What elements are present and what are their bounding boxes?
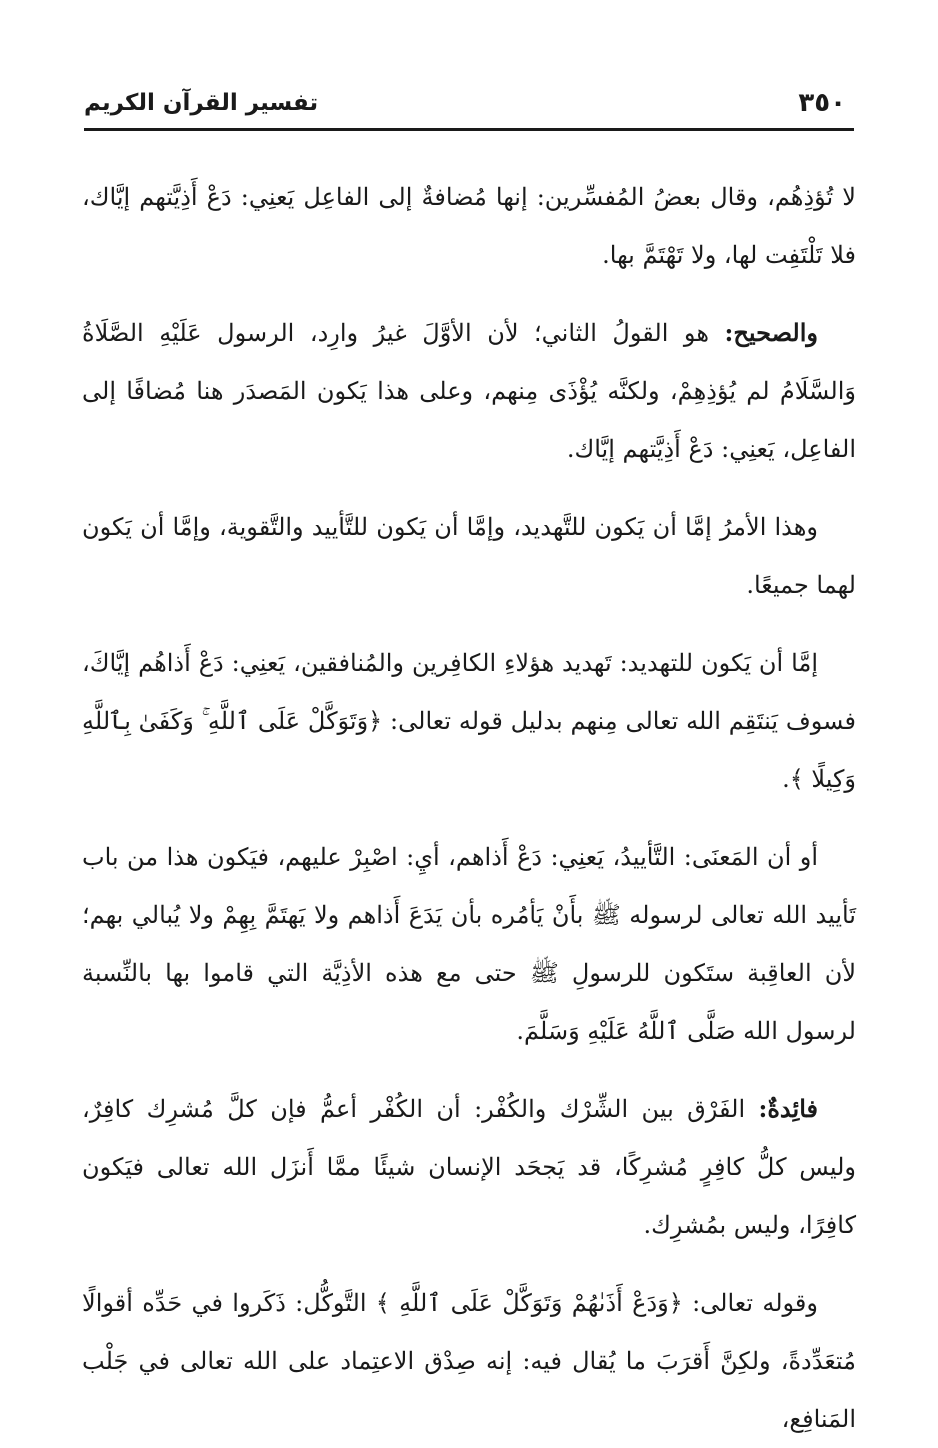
page-number: ٣٥٠ bbox=[798, 88, 846, 118]
paragraph-text: لا تُؤذِهُم، وقال بعضُ المُفسِّرين: إنها مُضافةٌ إلى الفاعِل يَعنِي: دَعْ أَذِيَّتهم إيَّاك، فلا تَلْتَفِت لها، ولا تَهْتَمَّ بها. bbox=[82, 183, 856, 269]
paragraph bbox=[82, 168, 856, 284]
paragraph-text: وهذا الأمرُ إمَّا أن يَكون للتَّهديد، وإمَّا أن يَكون للتَّأييد والتَّقوية، وإمَّا أن يَكون لهما جميعًا. bbox=[82, 513, 856, 599]
paragraph bbox=[82, 304, 856, 478]
paragraph-lead: والصحيح: bbox=[724, 318, 818, 347]
running-title: تفسير القرآن الكريم bbox=[84, 90, 319, 116]
paragraph bbox=[82, 1080, 856, 1254]
paragraph-text: إمَّا أن يَكون للتهديد: تَهديد هؤلاءِ الكافِرين والمُنافقين، يَعنِي: دَعْ أَذاهُم إيَّاكَ، فسوف يَنتَقِم الله تعالى مِنهم بدليل قوله تعالى: ﴿وَتَوَكَّلْ عَلَى ٱللَّهِ ۚ وَكَفَىٰ بِٱللَّهِ وَكِيلًا ﴾. bbox=[82, 649, 856, 793]
page-header bbox=[84, 88, 854, 128]
paragraph bbox=[82, 634, 856, 808]
paragraph bbox=[82, 1274, 856, 1448]
paragraph bbox=[82, 828, 856, 1060]
paragraph-text: الفَرْق بين الشِّرْك والكُفْر: أن الكُفْر أعمُّ فإن كلَّ مُشرِك كافِرٌ، وليس كلُّ كافِرٍ مُشرِكًا، قد يَجحَد الإنسان شيئًا ممَّا أَنزَل الله تعالى فيَكون كافِرًا، وليس بمُشرِك. bbox=[82, 1095, 856, 1239]
paragraph-text: أو أن المَعنَى: التَّأييدُ، يَعنِي: دَعْ أَذاهم، أيِ: اصْبِرْ عليهم، فيَكون هذا من باب تَأييد الله تعالى لرسوله ﷺ بأَنْ يَأمُره بأن يَدَعَ أَذاهم ولا يَهتَمَّ بِهِمْ ولا يُبالي بهم؛ لأن العاقِبة ستَكون للرسولِ ﷺ حتى مع هذه الأذِيَّة التي قاموا بها بالنِّسبة لرسول الله صَلَّى ٱللَّهُ عَلَيْهِ وَسَلَّمَ. bbox=[82, 843, 856, 1045]
paragraph-text: وقوله تعالى: ﴿وَدَعْ أَذَىٰهُمْ وَتَوَكَّلْ عَلَى ٱللَّهِ ﴾ التَّوكُّل: ذَكَروا في حَدِّه أقوالًا مُتعَدِّدةً، ولكِنَّ أَقرَبَ ما يُقال فيه: إنه صِدْق الاعتِماد على الله تعالى في جَلْب المَنافِع، bbox=[82, 1289, 856, 1433]
page-body bbox=[82, 168, 856, 1448]
paragraph-lead: فائِدةٌ: bbox=[758, 1094, 818, 1123]
header-rule bbox=[84, 128, 854, 131]
paragraph-text: هو القولُ الثاني؛ لأن الأوَّلَ غيرُ وارِد، الرسول عَلَيْهِ الصَّلَاةُ وَالسَّلَامُ لم يُؤذِهِمْ، ولكنَّه يُؤْذَى مِنهم، وعلى هذا يَكون المَصدَر هنا مُضافًا إلى الفاعِل، يَعنِي: دَعْ أَذِيَّتهم إيَّاك. bbox=[82, 319, 856, 463]
paragraph bbox=[82, 498, 856, 614]
